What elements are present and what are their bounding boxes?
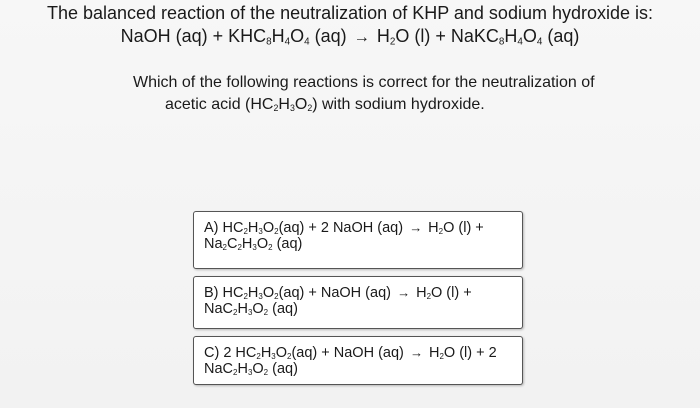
opt-part: O (l) + 2	[443, 345, 497, 361]
reaction-arrow-icon: →	[409, 220, 423, 235]
opt-part: C) 2 HC	[204, 345, 257, 361]
opt-sub: 3	[247, 367, 253, 377]
opt-sub: 2	[426, 291, 431, 301]
q-part: ) with sodium hydroxide.	[312, 96, 485, 113]
opt-sub: 2	[287, 351, 292, 361]
opt-part: O	[275, 345, 288, 361]
eq-part: (aq)	[309, 26, 352, 46]
opt-sub: 2	[233, 367, 238, 377]
opt-part: (aq)	[268, 301, 298, 317]
eq-sub: 4	[284, 36, 291, 48]
opt-part: B) HC	[204, 285, 244, 301]
option-a-line-2	[204, 236, 522, 252]
q-sub: 3	[289, 103, 295, 114]
opt-part: (aq)	[272, 236, 303, 252]
opt-part: H	[260, 345, 272, 361]
opt-part: O (l) +	[443, 220, 484, 236]
opt-sub: 2	[243, 291, 248, 301]
opt-sub: 3	[258, 226, 263, 236]
eq-sub: 8	[498, 36, 505, 48]
opt-sub: 2	[263, 307, 269, 317]
eq-part: O	[290, 26, 305, 46]
opt-sub: 2	[233, 307, 238, 317]
opt-part: H	[247, 285, 259, 301]
opt-part: O	[252, 361, 264, 377]
opt-part: (aq) + NaOH (aq)	[291, 345, 408, 361]
eq-sub: 4	[517, 36, 523, 48]
q-part: H	[278, 96, 290, 113]
option-c-line-1	[204, 345, 522, 361]
opt-sub: 2	[256, 351, 261, 361]
opt-part: O	[262, 220, 275, 236]
opt-sub: 3	[252, 242, 257, 252]
question-text	[133, 72, 673, 116]
option-b-line-1	[204, 285, 522, 301]
opt-part: H	[237, 301, 248, 317]
eq-sub: 4	[536, 36, 543, 48]
opt-sub: 3	[258, 291, 263, 301]
opt-sub: 2	[268, 242, 273, 252]
eq-part: H	[504, 26, 518, 46]
opt-part: O (l) +	[431, 285, 472, 301]
opt-part: NaC	[204, 301, 234, 317]
opt-part: C	[226, 236, 238, 252]
opt-sub: 2	[438, 226, 444, 236]
eq-sub: 8	[266, 36, 272, 48]
eq-part: O	[522, 26, 537, 46]
opt-part: H	[424, 220, 439, 236]
eq-sub: 2	[389, 36, 396, 48]
answer-option-b[interactable]	[193, 276, 523, 329]
opt-part: (aq) + NaOH (aq)	[278, 285, 396, 301]
answer-option-a[interactable]	[193, 211, 523, 269]
option-b-line-2	[204, 301, 522, 317]
question-line-2	[133, 94, 673, 116]
opt-part: H	[424, 345, 440, 361]
eq-sub: 4	[304, 36, 310, 48]
opt-part: H	[237, 361, 248, 377]
eq-part: H	[371, 26, 390, 46]
opt-part: H	[241, 236, 253, 252]
eq-part: (aq)	[542, 26, 580, 46]
question-line-1: Which of the following reactions is correct for the neutralization of	[133, 74, 595, 91]
opt-sub: 3	[271, 351, 276, 361]
opt-sub: 2	[439, 351, 444, 361]
opt-part: Na	[204, 236, 223, 252]
answer-option-c[interactable]	[193, 336, 523, 385]
opt-part: (aq)	[268, 361, 298, 377]
opt-part: NaC	[204, 361, 234, 377]
option-a-line-1	[204, 220, 522, 236]
q-sub: 2	[273, 103, 279, 114]
option-c-line-2	[204, 361, 522, 377]
opt-part: O	[262, 285, 275, 301]
reaction-arrow-icon: →	[409, 345, 423, 360]
opt-part: O	[256, 236, 269, 252]
eq-part: NaOH (aq) + KHC	[120, 26, 267, 46]
opt-part: (aq) + 2 NaOH (aq)	[278, 220, 408, 236]
opt-part: O	[252, 301, 264, 317]
opt-part: H	[412, 285, 427, 301]
eq-part: H	[271, 26, 285, 46]
opt-sub: 2	[263, 367, 269, 377]
opt-part: A) HC	[204, 220, 244, 236]
q-sub: 2	[307, 103, 313, 114]
khp-equation	[0, 24, 700, 49]
opt-sub: 3	[247, 307, 253, 317]
intro-text: The balanced reaction of the neutralization of KHP and sodium hydroxide is:	[46, 3, 654, 23]
reaction-arrow-icon: →	[397, 285, 411, 300]
q-part: O	[294, 96, 308, 113]
opt-sub: 2	[243, 226, 248, 236]
opt-sub: 2	[274, 291, 279, 301]
q-part: acetic acid (HC	[165, 96, 274, 113]
opt-sub: 2	[237, 242, 242, 252]
opt-part: H	[247, 220, 259, 236]
reaction-arrow-icon: →	[353, 28, 370, 46]
opt-sub: 2	[222, 242, 227, 252]
opt-sub: 2	[274, 226, 279, 236]
eq-part: O (l) + NaKC	[395, 26, 499, 46]
